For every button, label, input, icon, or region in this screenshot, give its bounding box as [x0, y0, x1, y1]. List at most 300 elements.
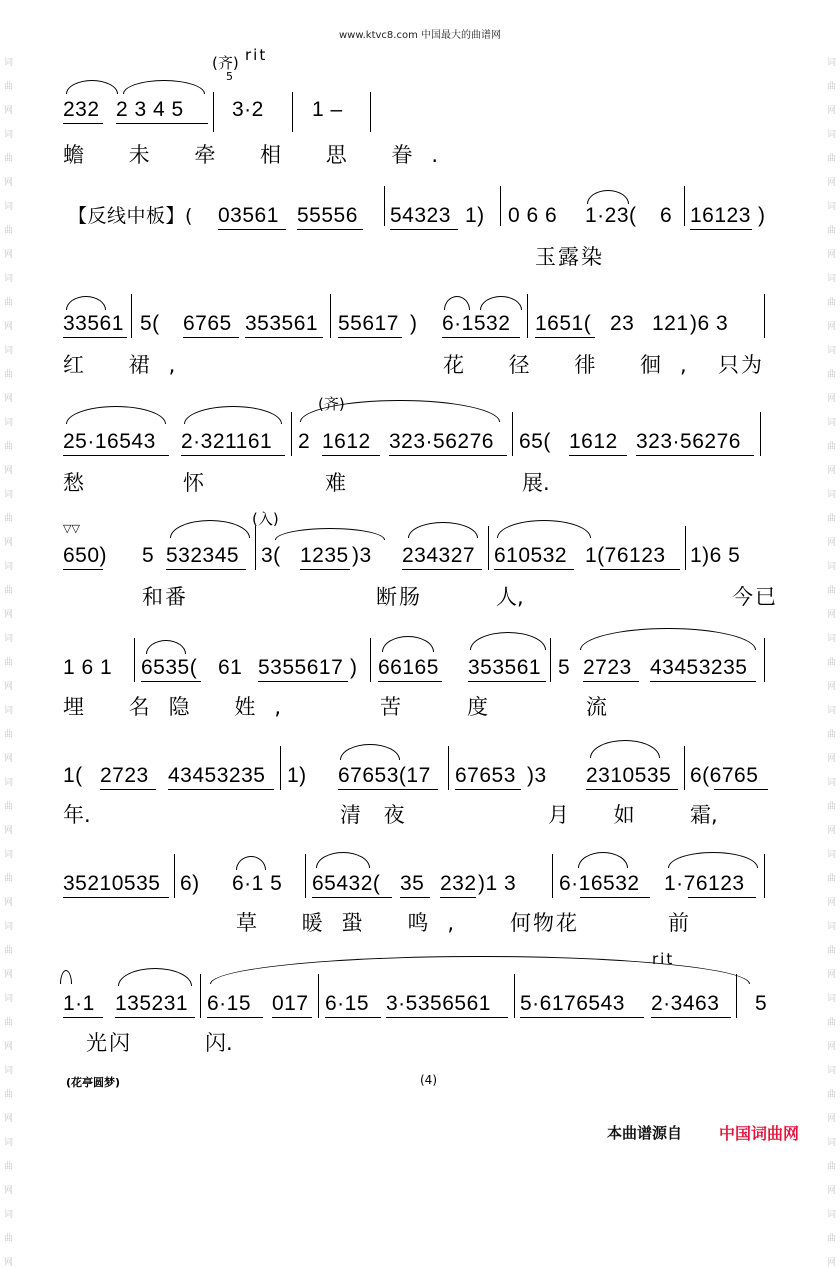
- note-group: 135231: [115, 992, 189, 1015]
- lyric: 草 暖蛩 鸣,: [236, 911, 474, 935]
- underline: [100, 789, 156, 790]
- lyric: 苦: [380, 695, 420, 719]
- watermark-char: 网: [3, 466, 13, 476]
- note-group: 35: [400, 872, 425, 895]
- barline: [764, 638, 765, 682]
- lyric: 怀: [183, 471, 223, 495]
- underline: [440, 897, 476, 898]
- barline: [736, 974, 737, 1018]
- underline: [442, 337, 520, 338]
- score-row-5: [0, 510, 840, 572]
- underline: [378, 681, 442, 682]
- watermark-char: 网: [826, 538, 836, 548]
- watermark-char: 曲: [826, 946, 836, 956]
- underline: [300, 569, 350, 570]
- slur: [590, 740, 660, 758]
- lyric: 难: [325, 471, 365, 495]
- note-group: 2310535: [586, 764, 672, 787]
- barline: [488, 526, 489, 570]
- underline: [650, 681, 756, 682]
- watermark-char: 词: [3, 130, 13, 140]
- barline: [760, 412, 761, 456]
- note-group: )3: [527, 764, 547, 787]
- barline: [200, 974, 201, 1018]
- note-group: 232: [63, 98, 100, 121]
- note-group: 353561: [245, 312, 319, 335]
- barline: [305, 854, 306, 898]
- underline: [455, 789, 521, 790]
- note-group: ): [350, 656, 358, 679]
- lyric-row-3: [0, 352, 840, 382]
- watermark-char: 曲: [826, 730, 836, 740]
- lyric: 何物花: [510, 911, 579, 935]
- underline: [636, 455, 754, 456]
- note-group: 1235: [300, 544, 349, 567]
- underline: [600, 569, 680, 570]
- watermark-char: 词: [826, 1066, 836, 1076]
- underline: [569, 455, 627, 456]
- watermark-char: 曲: [3, 1018, 13, 1028]
- lyric: 流: [586, 695, 626, 719]
- lyric-row-4: [0, 470, 840, 500]
- watermark-char: 词: [826, 490, 836, 500]
- song-title: (花亭圆梦): [66, 1076, 121, 1089]
- note-group: 323·56276: [636, 430, 741, 453]
- note-group: ): [410, 312, 418, 335]
- barline: [291, 412, 292, 456]
- note-group: 43453235: [650, 656, 748, 679]
- watermark-char: 网: [3, 1114, 13, 1124]
- underline: [183, 337, 239, 338]
- lyric-row-2: [0, 244, 840, 274]
- watermark-char: 词: [826, 634, 836, 644]
- watermark-char: 网: [3, 106, 13, 116]
- barline: [174, 854, 175, 898]
- watermark-char: 曲: [826, 1234, 836, 1244]
- watermark-char: 曲: [826, 874, 836, 884]
- watermark-char: 网: [3, 1258, 13, 1268]
- underline: [218, 229, 286, 230]
- watermark-char: 曲: [826, 442, 836, 452]
- watermark-char: 曲: [3, 730, 13, 740]
- note-group: 650): [63, 544, 108, 567]
- header-url: www.ktvc8.com 中国最大的曲谱网: [338, 30, 501, 41]
- watermark-char: 词: [3, 850, 13, 860]
- tie: [60, 970, 72, 984]
- barline: [255, 526, 256, 570]
- note-group: 43453235: [168, 764, 266, 787]
- underline: [468, 681, 546, 682]
- lyric: 只为: [718, 353, 764, 377]
- note-group: 2·3463: [651, 992, 720, 1015]
- note-group: 23: [610, 312, 635, 335]
- underline: [690, 229, 752, 230]
- unison-mark: (齐): [318, 395, 345, 413]
- lyric-row-5: [0, 584, 840, 614]
- watermark-char: 曲: [3, 298, 13, 308]
- lyric-row-1: [0, 142, 840, 172]
- watermark-char: 曲: [826, 82, 836, 92]
- note-group: 2723: [583, 656, 632, 679]
- watermark-char: 网: [826, 682, 836, 692]
- note-group: 2·321161: [181, 430, 273, 453]
- watermark-char: 网: [826, 322, 836, 332]
- watermark-char: 网: [826, 466, 836, 476]
- score-row-7: [0, 758, 840, 792]
- note-group: 610532: [494, 544, 568, 567]
- ritardando-mark: rit: [652, 950, 675, 968]
- watermark-char: 曲: [3, 514, 13, 524]
- note-group: 6): [180, 872, 200, 895]
- lyric: 人,: [496, 585, 524, 609]
- note-group: 121: [652, 312, 689, 335]
- watermark-char: 词: [826, 562, 836, 572]
- watermark-char: 网: [826, 754, 836, 764]
- note-group: 66165: [378, 656, 439, 679]
- note-group: 2723: [100, 764, 149, 787]
- score-row-6: [0, 650, 840, 684]
- watermark-char: 词: [3, 274, 13, 284]
- note-group: 1651(: [535, 312, 592, 335]
- underline: [63, 569, 103, 570]
- note-group: 67653: [455, 764, 516, 787]
- underline: [390, 229, 458, 230]
- note-group: 5: [558, 656, 571, 679]
- watermark-char: 网: [826, 610, 836, 620]
- slur: [66, 80, 118, 94]
- score-row-3: [0, 306, 840, 340]
- note-group: 55556: [297, 204, 358, 227]
- barline: [684, 186, 685, 226]
- note-group: 1): [287, 764, 307, 787]
- underline: [297, 229, 363, 230]
- lyric-row-9: [0, 1030, 840, 1060]
- watermark-char: 网: [3, 1042, 13, 1052]
- watermark-char: 曲: [826, 1090, 836, 1100]
- underline: [116, 123, 208, 124]
- unison-mark: (齐): [212, 54, 239, 72]
- watermark-char: 曲: [826, 154, 836, 164]
- lyric: 前: [668, 911, 708, 935]
- watermark-char: 曲: [3, 874, 13, 884]
- watermark-char: 词: [826, 202, 836, 212]
- watermark-char: 曲: [3, 370, 13, 380]
- underline: [207, 1017, 263, 1018]
- slur: [170, 520, 250, 538]
- score-row-8: [0, 866, 840, 900]
- underline: [402, 569, 482, 570]
- watermark-char: 曲: [3, 1234, 13, 1244]
- lyric: 埋 名隐 姓,: [63, 695, 301, 719]
- watermark-char: 词: [826, 850, 836, 860]
- watermark-char: 词: [3, 778, 13, 788]
- note-group: 65(: [519, 430, 551, 453]
- watermark-char: 曲: [3, 1162, 13, 1172]
- note-group: 6·1532: [442, 312, 511, 335]
- watermark-char: 网: [3, 178, 13, 188]
- barline: [527, 294, 528, 338]
- note-group: 1612: [569, 430, 618, 453]
- watermark-char: 网: [3, 322, 13, 332]
- watermark-char: 词: [826, 130, 836, 140]
- underline: [651, 1017, 731, 1018]
- underline: [338, 337, 402, 338]
- slur: [444, 296, 470, 310]
- slur: [123, 80, 205, 94]
- note-group: ): [758, 204, 766, 227]
- note-group: 6·15: [207, 992, 252, 1015]
- barline: [318, 974, 319, 1018]
- watermark-char: 曲: [826, 514, 836, 524]
- lyric: 红 裙,: [63, 353, 195, 377]
- note-group: 1): [465, 204, 485, 227]
- watermark-char: 曲: [826, 802, 836, 812]
- note-group: 5355617: [258, 656, 344, 679]
- underline: [322, 455, 380, 456]
- underline: [166, 569, 246, 570]
- watermark-char: 曲: [3, 442, 13, 452]
- watermark-char: 曲: [3, 586, 13, 596]
- barline: [514, 974, 515, 1018]
- watermark-char: 网: [3, 754, 13, 764]
- watermark-char: 曲: [826, 658, 836, 668]
- underline: [520, 1017, 644, 1018]
- lyric: 蟾 未 牵 相 思 眷.: [63, 143, 458, 167]
- note-group: 6·1 5: [232, 872, 283, 895]
- watermark-char: 曲: [826, 586, 836, 596]
- watermark-char: 曲: [826, 1162, 836, 1172]
- slur: [340, 744, 400, 760]
- watermark-char: 网: [3, 394, 13, 404]
- underline: [494, 569, 574, 570]
- lyric: 花 径 徘 徊,: [443, 353, 706, 377]
- slur: [408, 522, 478, 538]
- watermark-char: 网: [826, 178, 836, 188]
- underline: [63, 897, 169, 898]
- watermark-char: 词: [3, 202, 13, 212]
- note-group: 16123: [690, 204, 751, 227]
- underline: [580, 897, 650, 898]
- lyric: 光闪: [86, 1031, 132, 1055]
- barline: [448, 746, 449, 790]
- underline: [245, 337, 323, 338]
- ritardando-mark: rit: [245, 46, 268, 64]
- watermark-char: 网: [826, 1042, 836, 1052]
- score-row-9: [0, 950, 840, 1020]
- note-group: )3: [352, 544, 372, 567]
- note-group: 1 6 1: [63, 656, 113, 679]
- note-group: 25·16543: [63, 430, 156, 453]
- note-group: 017: [272, 992, 309, 1015]
- triangle-mark: ▽▽: [63, 522, 80, 535]
- barline: [550, 638, 551, 682]
- lyric: 清 夜: [340, 803, 413, 827]
- underline: [389, 455, 507, 456]
- note-group: 323·56276: [389, 430, 494, 453]
- page-number: (4): [420, 1073, 437, 1087]
- watermark-char: 词: [826, 346, 836, 356]
- barline: [764, 854, 765, 898]
- watermark-char: 词: [3, 418, 13, 428]
- score-row-4: [0, 395, 840, 458]
- note-group: 1·76123: [664, 872, 745, 895]
- note-group: 3·2: [232, 98, 264, 121]
- barline: [512, 412, 513, 456]
- slur: [275, 528, 385, 540]
- lyric: 度: [467, 695, 507, 719]
- entry-mark: (入): [252, 510, 279, 528]
- watermark-char: 曲: [826, 370, 836, 380]
- lyric: 玉露染: [535, 245, 604, 269]
- note-group: 6: [660, 204, 673, 227]
- barline: [131, 294, 132, 338]
- barline: [685, 526, 686, 570]
- note-group: 1(: [63, 764, 83, 787]
- barline: [213, 92, 214, 132]
- slur: [236, 856, 266, 870]
- lyric: 展.: [522, 471, 550, 495]
- note-group: 5(: [140, 312, 160, 335]
- watermark-char: 网: [3, 250, 13, 260]
- note-group: 6·16532: [559, 872, 640, 895]
- lyric-row-6: [0, 694, 840, 724]
- note-group: 2: [298, 430, 311, 453]
- watermark-char: 词: [3, 562, 13, 572]
- note-group: 55617: [338, 312, 399, 335]
- watermark-char: 词: [3, 922, 13, 932]
- underline: [181, 455, 285, 456]
- watermark-char: 词: [3, 346, 13, 356]
- lyric: 和番: [142, 585, 188, 609]
- lyric: 年.: [63, 803, 91, 827]
- watermark-char: 网: [826, 1186, 836, 1196]
- watermark-char: 词: [3, 994, 13, 1004]
- note-group: )6 3: [690, 312, 729, 335]
- source-label: 本曲谱源自: [607, 1124, 683, 1142]
- lyric: 愁: [63, 471, 103, 495]
- underline: [168, 789, 274, 790]
- section-label: 【反线中板】(: [68, 205, 193, 227]
- lyric: 闪.: [205, 1031, 233, 1055]
- watermark-char: 网: [826, 826, 836, 836]
- watermark-char: 网: [826, 898, 836, 908]
- lyric: 今已: [732, 585, 778, 609]
- slur: [480, 296, 522, 310]
- slur: [668, 852, 758, 868]
- underline: [714, 789, 768, 790]
- score-row-2: [0, 198, 840, 232]
- note-group: 65432(: [312, 872, 381, 895]
- note-group: 03561: [218, 204, 279, 227]
- watermark-char: 曲: [3, 658, 13, 668]
- slur: [66, 406, 166, 424]
- note-group: 3(: [261, 544, 281, 567]
- watermark-char: 网: [3, 610, 13, 620]
- slur: [184, 406, 282, 424]
- slur: [316, 852, 370, 868]
- note-group: 1·23(: [585, 204, 637, 227]
- barline: [280, 746, 281, 790]
- underline: [325, 1017, 381, 1018]
- note-group: 0 6 6: [508, 204, 558, 227]
- note-group: 33561: [63, 312, 124, 335]
- watermark-char: 网: [3, 682, 13, 692]
- note-group: )1 3: [478, 872, 517, 895]
- watermark-char: 曲: [826, 226, 836, 236]
- underline: [63, 455, 169, 456]
- barline: [330, 294, 331, 338]
- barline: [684, 746, 685, 790]
- source-brand: 中国词曲网: [719, 1124, 800, 1143]
- underline: [63, 123, 103, 124]
- slur: [497, 520, 591, 538]
- watermark-char: 词: [3, 1138, 13, 1148]
- underline: [583, 681, 639, 682]
- note-group: 232: [440, 872, 477, 895]
- watermark-char: 网: [826, 394, 836, 404]
- watermark-char: 词: [3, 634, 13, 644]
- watermark-char: 曲: [826, 1018, 836, 1028]
- slur: [146, 640, 186, 654]
- watermark-char: 网: [826, 970, 836, 980]
- watermark-char: 词: [3, 1066, 13, 1076]
- watermark-char: 词: [826, 778, 836, 788]
- watermark-char: 词: [3, 1210, 13, 1220]
- watermark-char: 网: [3, 826, 13, 836]
- watermark-char: 词: [826, 418, 836, 428]
- watermark-char: 词: [826, 1210, 836, 1220]
- slur: [382, 636, 434, 652]
- barline: [764, 294, 765, 338]
- lyric: 断肠: [376, 585, 422, 609]
- note-group: 6·15: [325, 992, 370, 1015]
- watermark-char: 曲: [826, 298, 836, 308]
- barline: [292, 92, 293, 132]
- watermark-char: 曲: [3, 946, 13, 956]
- watermark-char: 网: [3, 1186, 13, 1196]
- watermark-char: 网: [826, 1114, 836, 1124]
- note-group: 234327: [402, 544, 476, 567]
- barline: [552, 854, 553, 898]
- note-group: 3·5356561: [386, 992, 491, 1015]
- underline: [400, 897, 430, 898]
- watermark-char: 网: [826, 250, 836, 260]
- note-group: 6765: [183, 312, 232, 335]
- note-group: 532345: [166, 544, 240, 567]
- underline: [63, 1017, 103, 1018]
- watermark-char: 网: [3, 898, 13, 908]
- note-group: 61: [218, 656, 243, 679]
- note-group: 1612: [322, 430, 371, 453]
- note-group: 2 3 4 5: [116, 98, 184, 121]
- barline: [134, 638, 135, 682]
- watermark-char: 曲: [3, 1090, 13, 1100]
- barline: [370, 92, 371, 132]
- note-group: 35210535: [63, 872, 161, 895]
- slur: [118, 968, 192, 986]
- watermark-char: 曲: [3, 82, 13, 92]
- note-group: 67653(17: [338, 764, 431, 787]
- underline: [312, 897, 392, 898]
- underline: [115, 1017, 195, 1018]
- note-group: 5: [755, 992, 768, 1015]
- watermark-char: 词: [3, 706, 13, 716]
- underline: [258, 681, 348, 682]
- lyric-row-7: [0, 802, 840, 832]
- watermark-char: 词: [3, 490, 13, 500]
- watermark-char: 网: [3, 970, 13, 980]
- underline: [386, 1017, 508, 1018]
